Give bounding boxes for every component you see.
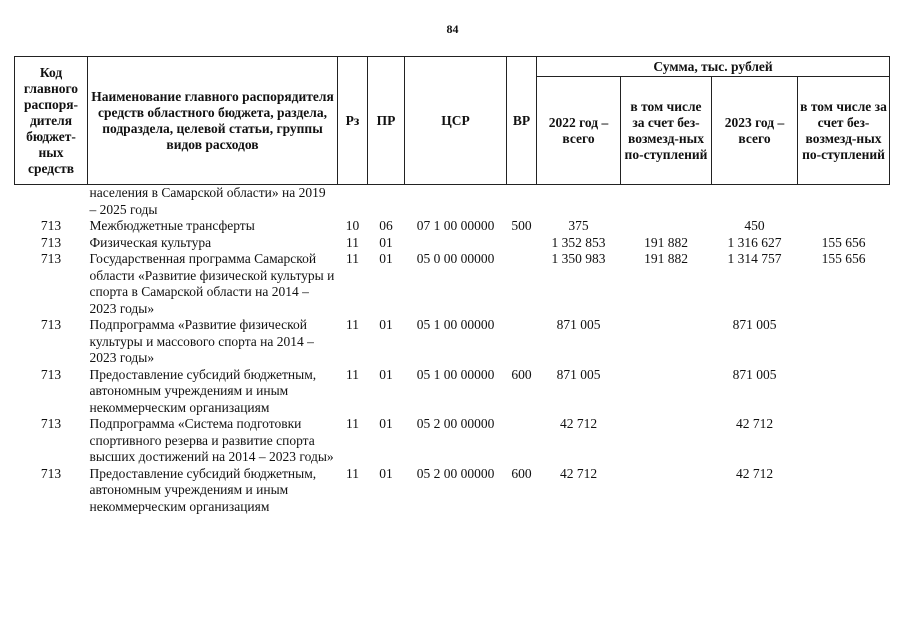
row-csr [405,185,507,219]
row-rz [338,185,368,219]
row-2023-total: 871 005 [732,317,777,332]
row-rz: 11 [346,366,359,382]
row-code: 713 [40,416,62,431]
row-name: Подпрограмма «Система подготовки спортивного резерва и развитие спорта высших достижений на 2014 – 2023 годы» [89,416,334,464]
table-row [15,367,890,417]
row-rz: 11 [346,234,359,250]
row-2023-total: 871 005 [732,366,777,382]
row-2023-total: 42 712 [735,465,774,481]
row-name: Предоставление субсидий бюджетным, автономным учреждениям и иным некоммерческим организациям [89,465,317,514]
row-2023-total [712,185,798,219]
header-2023-free: в том числе за счет без-возмезд-ных по-ступлений [798,77,890,185]
row-code: 713 [40,317,62,332]
row-code: 713 [40,218,62,233]
row-name: Государственная программа Самарской области «Развитие физической культуры и спорта в Самарской области на 2014 – 2023 годы» [89,251,335,316]
row-2023-free [798,466,890,516]
header-code: Код главного распоря-дителя бюджет-ных средств [15,57,88,185]
header-sum: Сумма, тыс. рублей [537,57,890,77]
row-vr [507,235,537,252]
row-vr [507,416,537,466]
row-name: Подпрограмма «Развитие физической культуры и массового спорта на 2014 – 2023 годы» [89,317,314,365]
header-csr: ЦСР [405,57,507,185]
row-name: населения в Самарской области» на 2019 – 2025 годы [89,185,326,217]
row-2022-total: 375 [568,218,589,233]
row-pr: 01 [379,366,393,382]
row-2023-total: 1 314 757 [727,251,782,266]
budget-table [14,56,890,515]
row-code: 713 [40,234,62,250]
row-rz: 11 [346,465,359,481]
table-row [15,317,890,367]
row-2022-total: 42 712 [559,465,598,481]
row-name: Межбюджетные трансферты [89,218,255,233]
row-pr: 06 [379,218,393,233]
row-2023-free: 155 656 [821,234,866,250]
row-2022-total: 871 005 [556,317,601,332]
row-2022-free [621,218,712,235]
row-vr: 600 [511,366,532,382]
row-2023-total: 42 712 [735,416,774,431]
row-pr: 01 [379,234,393,250]
row-2022-free: 191 882 [644,251,688,266]
row-2022-total: 42 712 [559,416,598,431]
table-row [15,235,890,252]
table-row [15,185,890,219]
row-pr: 01 [379,465,393,481]
row-csr: 07 1 00 00000 [416,218,495,233]
header-name: Наименование главного распорядителя средств областного бюджета, раздела, подраздела, целевой статьи, группы видов расходов [88,57,338,185]
row-rz: 11 [346,251,359,266]
row-name: Предоставление субсидий бюджетным, автономным учреждениям и иным некоммерческим организациям [89,366,317,415]
table-body [15,185,890,516]
row-2022-free [621,317,712,367]
header-vr: ВР [507,57,537,185]
row-vr: 500 [511,218,532,233]
row-2022-total: 871 005 [556,366,601,382]
row-2022-free: 191 882 [644,234,688,250]
header-pr: ПР [368,57,405,185]
table-row [15,251,890,317]
row-2023-total: 450 [744,218,765,233]
table-row [15,416,890,466]
row-rz: 11 [346,416,359,431]
row-csr: 05 2 00 00000 [416,416,495,431]
row-csr: 05 1 00 00000 [416,366,495,382]
row-2023-free: 155 656 [821,251,866,266]
row-pr: 01 [379,416,393,431]
row-vr [507,251,537,317]
header-2022-total: 2022 год – всего [537,77,621,185]
page-number: 84 [446,22,459,36]
header-2023-total: 2023 год – всего [712,77,798,185]
row-vr: 600 [511,465,532,481]
row-code: 713 [40,251,62,266]
row-2022-total [537,185,621,219]
row-csr: 05 2 00 00000 [416,465,495,481]
row-vr [507,317,537,367]
row-csr: 05 1 00 00000 [416,317,495,332]
table-row [15,466,890,516]
row-name: Физическая культура [89,234,212,250]
row-code: 713 [40,366,62,382]
row-pr: 01 [379,317,393,332]
row-2022-total: 1 352 853 [551,234,606,250]
row-2022-free [621,416,712,466]
row-2023-free [798,317,890,367]
row-2023-free [798,416,890,466]
table-header [15,57,890,185]
row-2022-free [621,185,712,219]
row-2023-free [798,218,890,235]
header-2022-free: в том числе за счет без-возмезд-ных по-ступлений [621,77,712,185]
row-2022-free [621,466,712,516]
row-rz: 11 [346,317,359,332]
row-csr [405,235,507,252]
row-pr [368,185,405,219]
row-csr: 05 0 00 00000 [416,251,495,266]
header-rz: Рз [338,57,368,185]
table-row [15,218,890,235]
row-2023-total: 1 316 627 [727,234,782,250]
row-2023-free [798,185,890,219]
row-vr [507,185,537,219]
row-2022-free [621,367,712,417]
row-2023-free [798,367,890,417]
row-code: 713 [40,465,62,481]
row-2022-total: 1 350 983 [551,251,606,266]
row-code [15,185,88,219]
row-pr: 01 [379,251,393,266]
row-rz: 10 [345,218,360,233]
